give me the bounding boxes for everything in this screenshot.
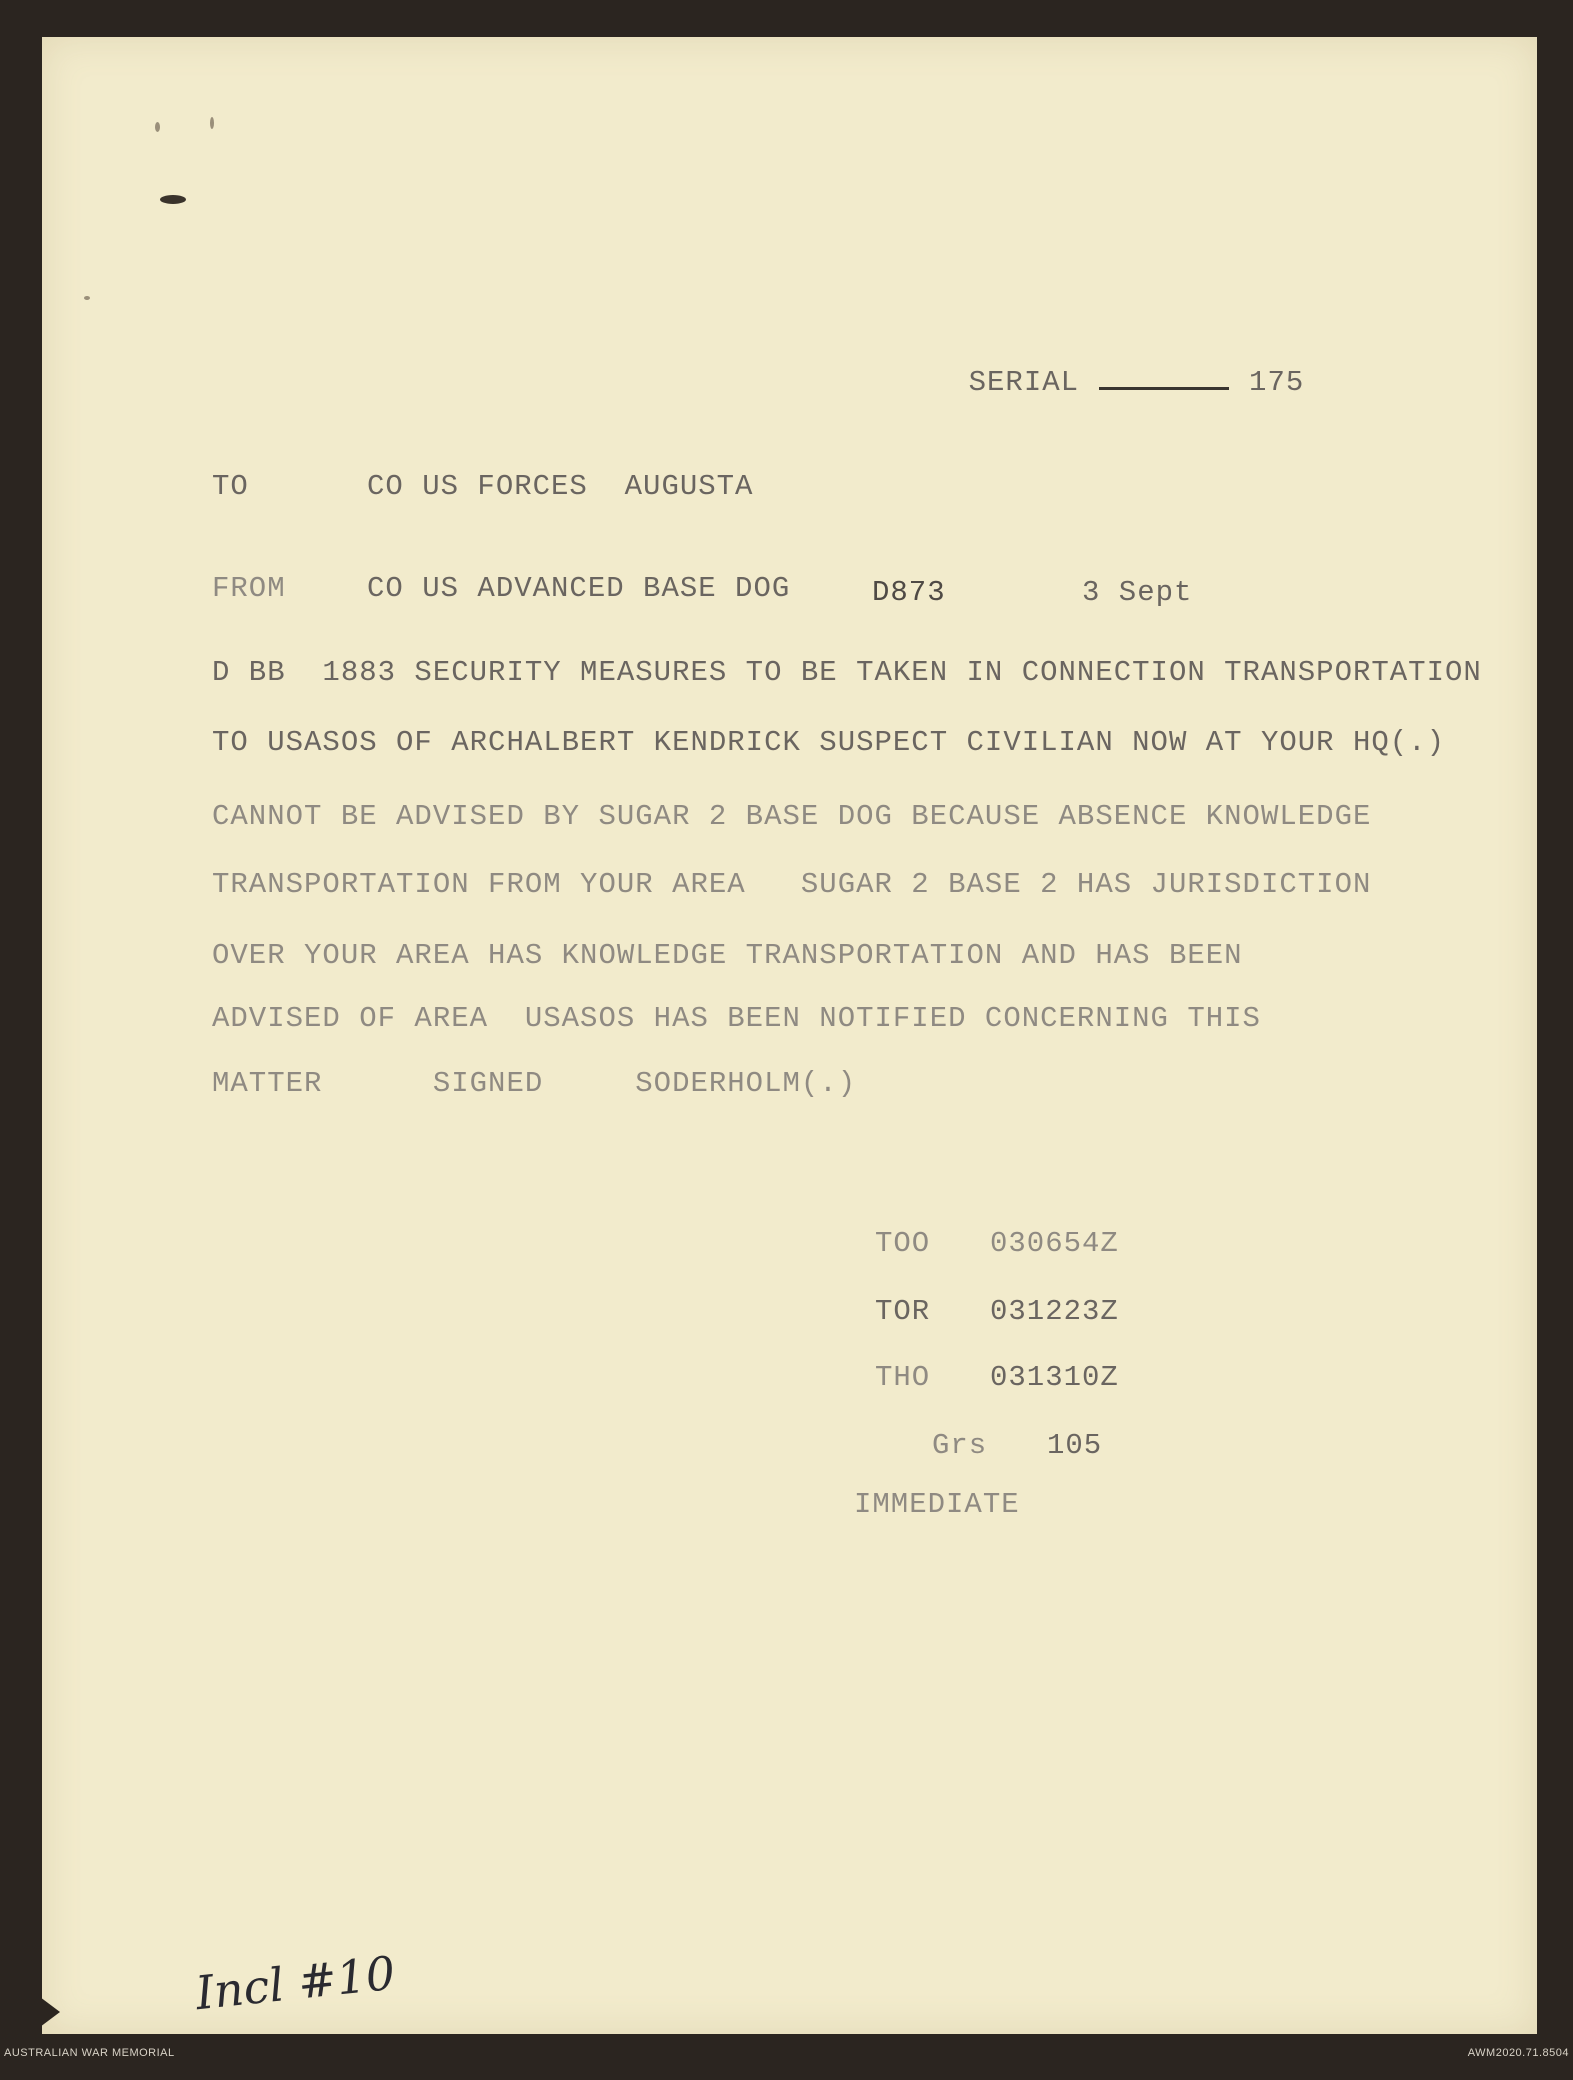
groups-label: Grs: [932, 1429, 988, 1462]
from-label: FROM: [212, 572, 286, 605]
from-date: 3 Sept: [1082, 576, 1193, 609]
body-line: TO USASOS OF ARCHALBERT KENDRICK SUSPECT CIVILIAN NOW AT YOUR HQ(.): [212, 726, 1445, 759]
body-line: MATTER SIGNED SODERHOLM(.): [212, 1067, 857, 1100]
from-value: CO US ADVANCED BASE DOG: [367, 572, 791, 605]
pin-hole: [84, 296, 90, 300]
from-reference: D873: [872, 576, 946, 609]
precedence: IMMEDIATE: [854, 1488, 1020, 1521]
handwritten-text: Incl #10: [193, 1945, 398, 2021]
groups-value: 105: [1047, 1429, 1103, 1462]
to-label: TO: [212, 470, 249, 503]
pin-hole: [155, 122, 160, 132]
routing-label-tor: TOR: [875, 1295, 931, 1328]
body-line: CANNOT BE ADVISED BY SUGAR 2 BASE DOG BECAUSE ABSENCE KNOWLEDGE: [212, 800, 1372, 833]
serial-label: SERIAL: [968, 366, 1080, 399]
body-line: D BB 1883 SECURITY MEASURES TO BE TAKEN IN CONNECTION TRANSPORTATION: [212, 656, 1482, 689]
corner-tear: [40, 1997, 60, 2027]
routing-value-too: 030654Z: [990, 1227, 1119, 1260]
body-line: TRANSPORTATION FROM YOUR AREA SUGAR 2 BASE 2 HAS JURISDICTION: [212, 868, 1372, 901]
staple-mark: [160, 195, 186, 204]
serial-row: [895, 332, 1304, 432]
document-page: [42, 37, 1537, 2034]
to-value: CO US FORCES AUGUSTA: [367, 470, 754, 503]
serial-value: 175: [1249, 366, 1305, 399]
routing-label-tho: THO: [875, 1361, 931, 1394]
routing-label-too: TOO: [875, 1227, 931, 1260]
routing-value-tho: 031310Z: [990, 1361, 1119, 1394]
pin-hole: [210, 117, 214, 129]
serial-underline: [1099, 365, 1229, 390]
routing-value-tor: 031223Z: [990, 1295, 1119, 1328]
footer-accession-number: AWM2020.71.8504: [1467, 2047, 1569, 2059]
body-line: ADVISED OF AREA USASOS HAS BEEN NOTIFIED CONCERNING THIS: [212, 1002, 1261, 1035]
footer-institution: AUSTRALIAN WAR MEMORIAL: [4, 2047, 175, 2059]
body-line: OVER YOUR AREA HAS KNOWLEDGE TRANSPORTATION AND HAS BEEN: [212, 939, 1243, 972]
